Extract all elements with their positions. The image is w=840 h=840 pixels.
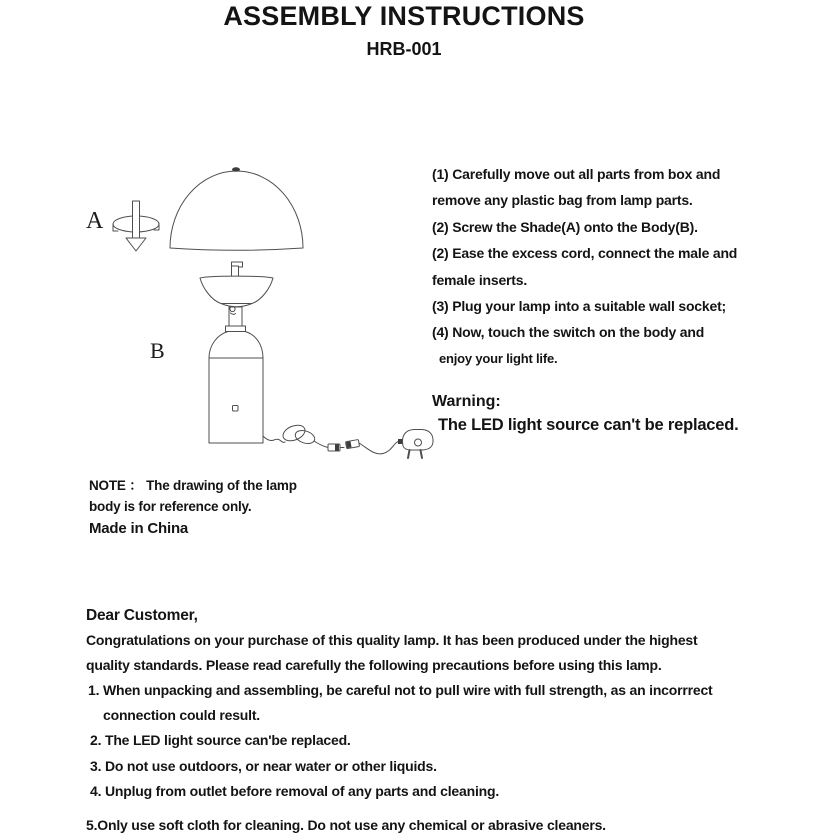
assembly-step-line: (4) Now, touch the switch on the body and xyxy=(432,324,705,341)
precaution-line: 3. Do not use outdoors, or near water or other liquids. xyxy=(90,757,437,774)
assembly-step-line: (2) Screw the Shade(A) onto the Body(B). xyxy=(432,218,698,235)
assembly-steps-list xyxy=(432,161,737,372)
precaution-line: 1. When unpacking and assembling, be careful not to pull wire with full strength, as an incorrrect xyxy=(88,682,713,699)
assembly-step-line: enjoy your light life. xyxy=(439,350,558,366)
note-section xyxy=(89,475,297,539)
assembly-step-line: (2) Ease the excess cord, connect the male and xyxy=(432,245,738,262)
body-part-label: B xyxy=(150,338,165,363)
assembly-step-line: remove any plastic bag from lamp parts. xyxy=(432,192,693,209)
lamp-body-drawing xyxy=(209,332,263,444)
lamp-shade-drawing xyxy=(170,167,303,250)
female-insert-icon xyxy=(345,440,359,449)
male-insert-icon xyxy=(328,444,344,451)
screw-rotation-arrow-icon xyxy=(113,201,159,251)
power-cord-drawing xyxy=(263,422,400,454)
power-plug-drawing xyxy=(398,430,433,459)
page-title: ASSEMBLY INSTRUCTIONS xyxy=(223,1,585,31)
assembly-step-line: female inserts. xyxy=(432,271,528,288)
warning-heading: Warning: xyxy=(432,393,501,410)
assembly-step-line: (3) Plug your lamp into a suitable wall socket; xyxy=(432,297,726,314)
precaution-line: connection could result. xyxy=(103,707,260,724)
warning-section xyxy=(432,393,739,434)
precaution-line: 2. The LED light source can'be replaced. xyxy=(90,732,351,749)
customer-intro-line: Congratulations on your purchase of this quality lamp. It has been produced under the highest xyxy=(86,632,698,649)
warning-text: The LED light source can't be replaced. xyxy=(438,416,739,434)
precaution-line: 5.Only use soft cloth for cleaning. Do not use any chemical or abrasive cleaners. xyxy=(86,816,606,833)
precaution-line: 4. Unplug from outlet before removal of any parts and cleaning. xyxy=(90,782,500,799)
shade-part-label: A xyxy=(86,208,104,234)
lamp-bowl-drawing xyxy=(200,262,273,332)
customer-intro-line: quality standards. Please read carefully the following precautions before using this lamp. xyxy=(86,657,662,674)
note-line: NOTE ： The drawing of the lamp xyxy=(89,478,297,493)
customer-salutation: Dear Customer, xyxy=(86,607,198,624)
assembly-step-line: (1) Carefully move out all parts from box and xyxy=(432,166,721,182)
model-number: HRB-001 xyxy=(366,39,442,59)
lamp-assembly-diagram xyxy=(80,150,440,470)
made-in-china-label: Made in China xyxy=(89,519,189,537)
customer-notice-section xyxy=(86,603,713,838)
note-line: body is for reference only. xyxy=(89,499,252,515)
